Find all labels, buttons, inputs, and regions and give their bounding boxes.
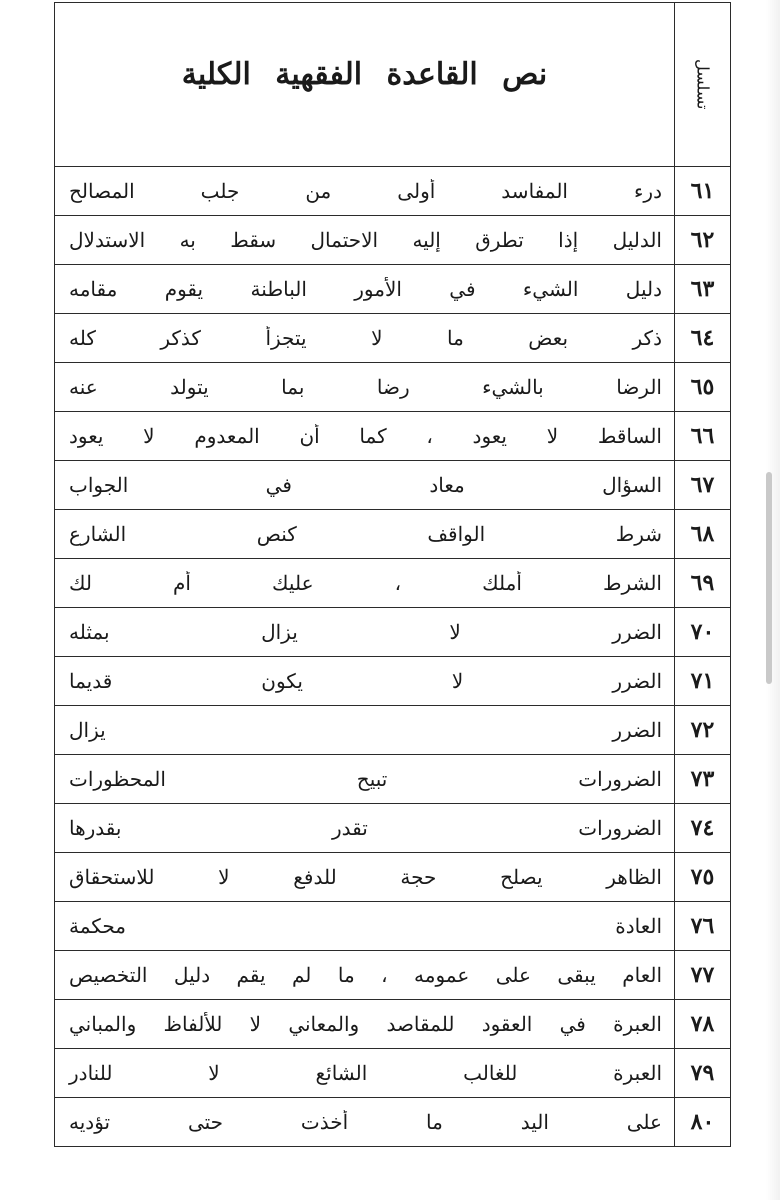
table-row	[55, 706, 731, 755]
serial-cell	[675, 461, 731, 510]
rule-text: العبرة للغالب الشائع لا للنادر	[69, 1061, 662, 1085]
table-row	[55, 1049, 731, 1098]
rule-text-cell	[55, 314, 675, 363]
rule-text-cell	[55, 559, 675, 608]
rule-text-cell	[55, 216, 675, 265]
rule-text: الدليل إذا تطرق إليه الاحتمال سقط به الاستدلال	[69, 228, 662, 252]
row-number: ٦٥	[690, 374, 715, 400]
rule-text-cell	[55, 1098, 675, 1147]
rule-text-cell	[55, 412, 675, 461]
table-row	[55, 510, 731, 559]
rule-text: الساقط لا يعود ، كما أن المعدوم لا يعود	[69, 424, 662, 448]
rule-text-cell	[55, 1049, 675, 1098]
table-row	[55, 461, 731, 510]
serial-cell	[675, 363, 731, 412]
table-header-row	[55, 3, 731, 167]
rule-text-cell	[55, 902, 675, 951]
rule-text-cell	[55, 706, 675, 755]
serial-cell	[675, 755, 731, 804]
serial-cell	[675, 265, 731, 314]
serial-cell	[675, 216, 731, 265]
rule-text-cell	[55, 167, 675, 216]
rule-text: الضرر يزال	[69, 718, 662, 742]
table-row	[55, 657, 731, 706]
row-number: ٦٧	[690, 472, 715, 498]
rule-text: ذكر بعض ما لا يتجزأ كذكر كله	[69, 326, 662, 350]
row-number: ٦١	[690, 178, 715, 204]
row-number: ٧٣	[690, 766, 715, 792]
table-row	[55, 363, 731, 412]
rule-text: شرط الواقف كنص الشارع	[69, 522, 662, 546]
table-row	[55, 216, 731, 265]
header-title: نص القاعدة الفقهية الكلية	[181, 57, 548, 92]
rule-text: الضرر لا يزال بمثله	[69, 620, 662, 644]
serial-cell	[675, 608, 731, 657]
table-row	[55, 265, 731, 314]
table-row	[55, 902, 731, 951]
serial-cell	[675, 1000, 731, 1049]
rule-text-cell	[55, 755, 675, 804]
serial-cell	[675, 314, 731, 363]
rule-text: الظاهر يصلح حجة للدفع لا للاستحقاق	[69, 865, 662, 889]
rule-text-cell	[55, 461, 675, 510]
serial-cell	[675, 510, 731, 559]
rules-table	[54, 2, 731, 1147]
row-number: ٧٧	[690, 962, 715, 988]
rule-text-cell	[55, 1000, 675, 1049]
table-row	[55, 608, 731, 657]
serial-cell	[675, 1049, 731, 1098]
table-row	[55, 412, 731, 461]
header-title-cell	[55, 3, 675, 167]
row-number: ٦٨	[690, 521, 715, 547]
row-number: ٨٠	[690, 1109, 715, 1135]
header-serial-cell	[675, 3, 731, 167]
header-serial-label: تسلسل	[693, 59, 713, 110]
serial-cell	[675, 167, 731, 216]
serial-cell	[675, 657, 731, 706]
rule-text: الرضا بالشيء رضا بما يتولد عنه	[69, 375, 662, 399]
serial-cell	[675, 902, 731, 951]
scrollbar-thumb[interactable]	[766, 472, 772, 684]
rule-text: درء المفاسد أولى من جلب المصالح	[69, 179, 662, 203]
row-number: ٦٣	[690, 276, 715, 302]
serial-cell	[675, 559, 731, 608]
rule-text: على اليد ما أخذت حتى تؤديه	[69, 1110, 662, 1134]
row-number: ٧٢	[690, 717, 715, 743]
serial-cell	[675, 1098, 731, 1147]
table-row	[55, 853, 731, 902]
table-row	[55, 804, 731, 853]
serial-cell	[675, 412, 731, 461]
rules-table-body	[55, 3, 731, 1147]
serial-cell	[675, 853, 731, 902]
rule-text: السؤال معاد في الجواب	[69, 473, 662, 497]
serial-cell	[675, 706, 731, 755]
rule-text: العبرة في العقود للمقاصد والمعاني لا للألفاظ والمباني	[69, 1012, 662, 1036]
rule-text-cell	[55, 804, 675, 853]
rule-text: الشرط أملك ، عليك أم لك	[69, 571, 662, 595]
table-row	[55, 167, 731, 216]
table-row	[55, 951, 731, 1000]
row-number: ٧٥	[690, 864, 715, 890]
table-row	[55, 755, 731, 804]
rule-text: الضرورات تبيح المحظورات	[69, 767, 662, 791]
rule-text-cell	[55, 853, 675, 902]
rule-text: الضرر لا يكون قديما	[69, 669, 662, 693]
rule-text-cell	[55, 363, 675, 412]
table-row	[55, 1098, 731, 1147]
rule-text: دليل الشيء في الأمور الباطنة يقوم مقامه	[69, 277, 662, 301]
rule-text-cell	[55, 265, 675, 314]
table-row	[55, 314, 731, 363]
serial-cell	[675, 804, 731, 853]
row-number: ٧٦	[690, 913, 715, 939]
rule-text: العادة محكمة	[69, 914, 662, 938]
rule-text-cell	[55, 608, 675, 657]
row-number: ٦٤	[690, 325, 715, 351]
row-number: ٧٨	[690, 1011, 715, 1037]
row-number: ٧٤	[690, 815, 715, 841]
row-number: ٦٢	[690, 227, 715, 253]
row-number: ٧٩	[690, 1060, 715, 1086]
row-number: ٧١	[690, 668, 715, 694]
table-row	[55, 559, 731, 608]
rule-text: العام يبقى على عمومه ، ما لم يقم دليل التخصيص	[69, 963, 662, 987]
rule-text-cell	[55, 657, 675, 706]
row-number: ٦٦	[690, 423, 715, 449]
serial-cell	[675, 951, 731, 1000]
rule-text-cell	[55, 951, 675, 1000]
rule-text: الضرورات تقدر بقدرها	[69, 816, 662, 840]
row-number: ٧٠	[690, 619, 715, 645]
row-number: ٦٩	[690, 570, 715, 596]
rule-text-cell	[55, 510, 675, 559]
table-row	[55, 1000, 731, 1049]
